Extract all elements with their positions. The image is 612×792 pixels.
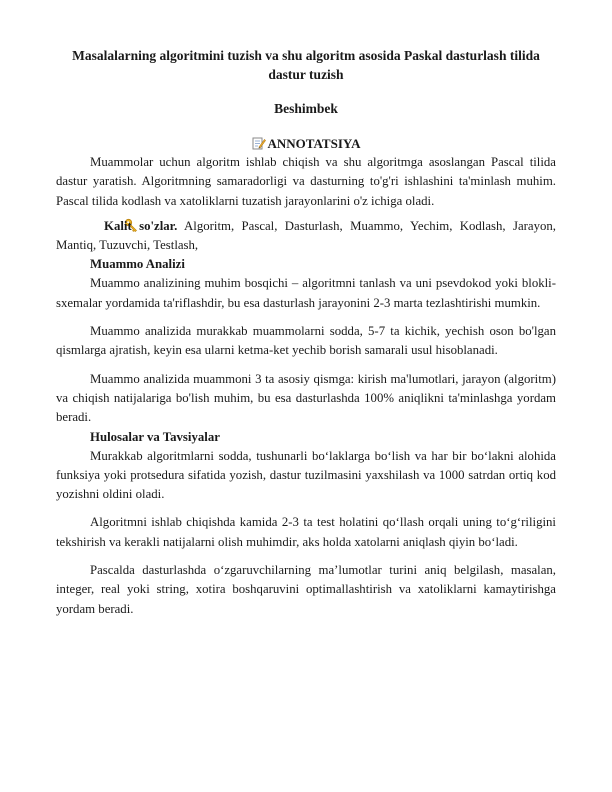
section2-paragraph-1: Murakkab algoritmlarni sodda, tushunarli bo‘laklarga bo‘lish va har bir bo‘lakni alohida funksiya yoki protsedura sifatida yozish, dastur tuzilmasini yaxshilash va 1000 satrdan ortiq kod yozishni oldini oladi.: [56, 448, 556, 502]
section-heading-muammo-analizi: Muammo Analizi: [90, 257, 185, 272]
section1-paragraph-2: Muammo analizida murakkab muammolarni sodda, 5-7 ta kichik, yechish oson bo'lgan qismlarga ajratish, keyin esa ularni ketma-ket yechib borish samarali usul hisoblanadi.: [56, 324, 556, 358]
author-name: Beshimbek: [274, 101, 338, 116]
section-heading-hulosalar: Hulosalar va Tavsiyalar: [90, 429, 220, 444]
annotation-heading-text: ANNOTATSIYA: [267, 136, 361, 151]
key-icon: [90, 218, 104, 232]
section2-paragraph-2: Algoritmni ishlab chiqishda kamida 2-3 ta test holatini qo‘llash orqali uning to‘g‘riligini tekshirish va kerakli natijalarni olish muhimdir, aks holda xatolarni aniqlash qiyin bo‘ladi.: [56, 515, 556, 549]
annotation-text: Muammolar uchun algoritm ishlab chiqish va shu algoritmga asoslangan Pascal tilida dastur yaratish. Algoritmning samaradorligi va dasturning to'g'ri ishlashini ta'minlash muhim. Pascal tilida kodlash va xatoliklarni tuzatish jarayonlarini o'z ichiga oladi.: [56, 155, 556, 208]
annotation-heading: [56, 135, 556, 153]
document-title: Masalalarning algoritmini tuzish va shu algoritm asosida Paskal dasturlash tilida dastur tuzish: [72, 48, 540, 82]
keywords-paragraph: [56, 217, 556, 256]
section2-paragraph-3: Pascalda dasturlashda o‘zgaruvchilarning ma’lumotlar turini aniq belgilash, masalan, integer, real yoki string, xotira boshqaruvini optimallashtirish va xatoliklarni kamaytirishga yordam beradi.: [56, 563, 556, 616]
memo-icon: [252, 136, 266, 150]
keywords-list: Algoritm, Pascal, Dasturlash, Muammo, Yechim, Kodlash, Jarayon, Mantiq, Tuzuvchi, Testlash,: [56, 218, 556, 253]
section1-paragraph-3: Muammo analizida muammoni 3 ta asosiy qismga: kirish ma'lumotlari, jarayon (algoritm) va chiqish natijalariga bo'lish muhim, bu esa dasturlashda 100% aniqlikni ta'minlashga yordam beradi.: [56, 371, 556, 425]
keywords-label: Kalit so'zlar.: [104, 218, 178, 233]
section1-paragraph-1: Muammo analizining muhim bosqichi – algoritmni tanlash va uni psevdokod yoki blokli-sxemalar yordamida ta'riflashdir, bu esa dasturlash jarayonini 2-3 marta tezlashtirishi mumkin.: [56, 276, 556, 310]
